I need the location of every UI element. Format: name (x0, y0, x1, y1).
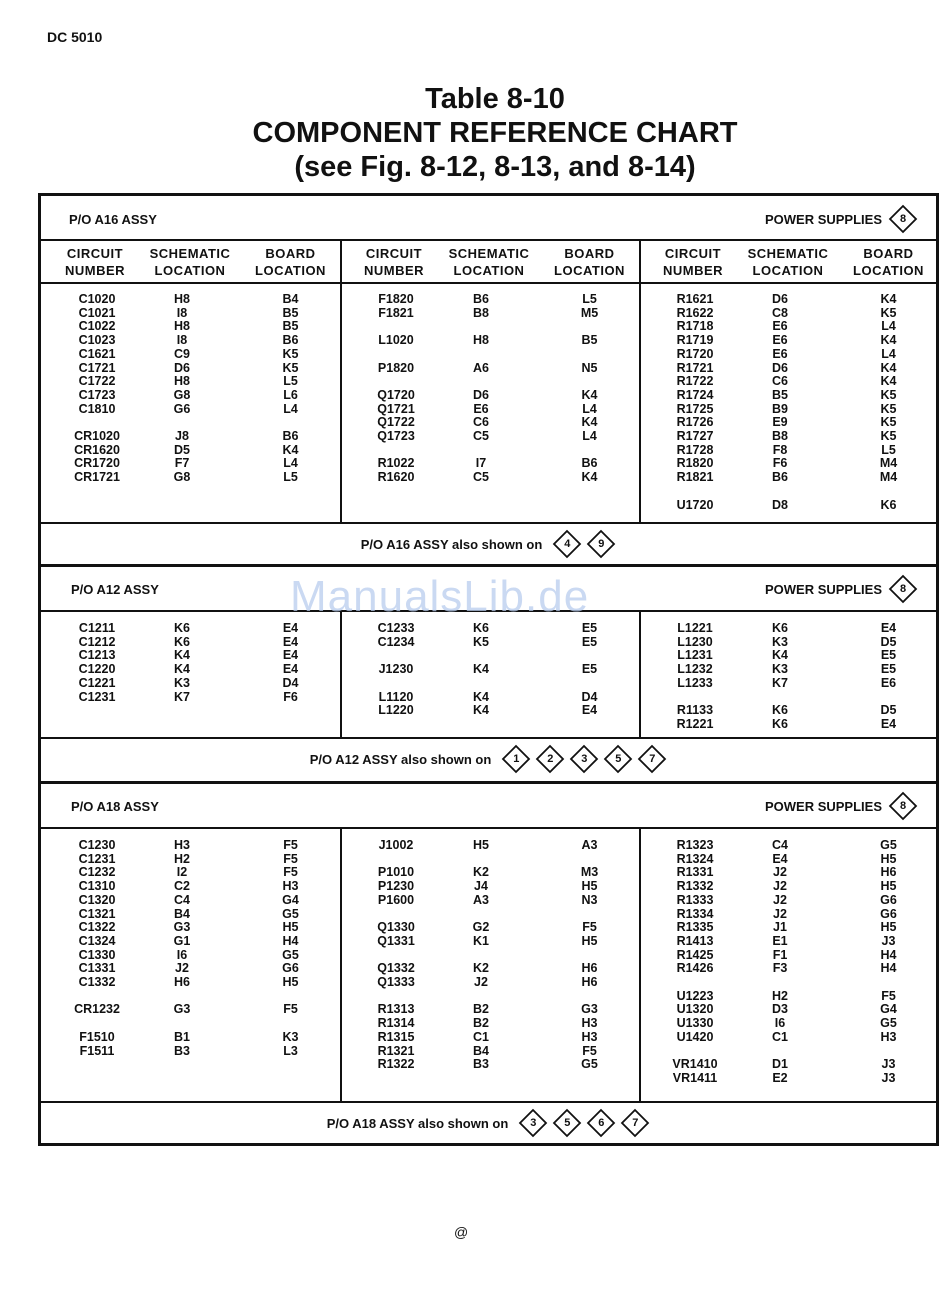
section-divider (41, 781, 936, 784)
column-divider (639, 239, 641, 522)
cell-circuit: F1820 F1821 L1020 P1820 Q1720 Q1721 Q1722 Q1723 R1022 R1620 (377, 292, 415, 485)
also-shown-on (41, 1108, 936, 1138)
diagram-reference-icon: 3 (569, 744, 599, 774)
column-header-board: BOARD LOCATION (255, 246, 326, 278)
diagram-title-label: POWER SUPPLIES (764, 581, 882, 597)
diagram-reference-icon: 5 (552, 1108, 582, 1138)
cell-board: K4 K5 L4 K4 L4 K4 K4 K5 K5 K5 K5 L5 M4 M4 K6 (879, 292, 898, 512)
column-header-circuit: CIRCUIT NUMBER (662, 246, 724, 278)
assembly-name: P/O A12 ASSY (71, 582, 159, 597)
cell-board: G5 H5 H6 H5 G6 G6 H5 J3 H4 H4 F5 G4 G5 H3 J3 J3 (880, 838, 897, 1085)
column-header-schematic: SCHEMATIC LOCATION (448, 246, 530, 278)
cell-board: L5 M5 B5 N5 K4 L4 K4 L4 B6 K4 (580, 292, 599, 485)
diagram-reference-icon: 9 (586, 529, 616, 559)
table-title: COMPONENT REFERENCE CHART (252, 117, 738, 149)
also-shown-on-label: P/O A12 ASSY also shown on (309, 751, 492, 767)
component-reference-table (38, 193, 939, 1146)
column-divider (639, 610, 641, 737)
diagram-number-icon: 8 (888, 791, 918, 821)
cell-circuit: C1230 C1231 C1232 C1310 C1320 C1321 C1322 C1324 C1330 C1331 C1332 CR1232 F1510 F1511 (74, 838, 120, 1058)
diagram-reference-icon: 2 (535, 744, 565, 774)
cell-schematic: K6 K3 K4 K3 K7 K6 K6 (772, 621, 788, 731)
column-header-board: BOARD LOCATION (554, 246, 625, 278)
cell-schematic: C4 E4 J2 J2 J2 J2 J1 E1 F1 F3 H2 D3 I6 C1 D1 E2 (772, 838, 788, 1085)
diagram-reference-icon: 5 (603, 744, 633, 774)
table-number: Table 8-10 (425, 83, 565, 115)
column-header-schematic: SCHEMATIC LOCATION (747, 246, 829, 278)
cell-schematic: H8 I8 H8 I8 C9 D6 H8 G8 G6 J8 D5 F7 G8 (173, 292, 191, 485)
diagram-title-label: POWER SUPPLIES (764, 211, 882, 227)
diagram-title (765, 791, 918, 821)
cell-circuit: L1221 L1230 L1231 L1232 L1233 R1133 R1221 (676, 621, 714, 731)
diagram-reference-icon: 7 (620, 1108, 650, 1138)
document-id: DC 5010 (47, 29, 103, 45)
cell-circuit: C1233 C1234 J1230 L1120 L1220 (377, 621, 415, 718)
diagram-reference-icon: 4 (552, 529, 582, 559)
column-divider (340, 827, 342, 1101)
cell-board: F5 F5 F5 H3 G4 G5 H5 H4 G5 G6 H5 F5 K3 L3 (282, 838, 299, 1058)
diagram-title-label: POWER SUPPLIES (764, 798, 882, 814)
diagram-reference-icon: 6 (586, 1108, 616, 1138)
column-header-circuit: CIRCUIT NUMBER (64, 246, 126, 278)
diagram-reference-icon: 7 (637, 744, 667, 774)
cell-circuit: C1211 C1212 C1213 C1220 C1221 C1231 (78, 621, 116, 704)
footer-rule (41, 737, 936, 739)
column-header-schematic: SCHEMATIC LOCATION (149, 246, 231, 278)
footer-rule (41, 1101, 936, 1103)
header-rule (41, 827, 936, 829)
section-divider (41, 564, 936, 567)
also-shown-on-label: P/O A16 ASSY also shown on (360, 536, 543, 552)
cell-schematic: K6 K5 K4 K4 K4 (473, 621, 489, 718)
also-shown-on-label: P/O A18 ASSY also shown on (326, 1115, 509, 1131)
diagram-reference-icon: 1 (501, 744, 531, 774)
also-shown-on (41, 744, 936, 774)
cell-circuit: R1323 R1324 R1331 R1332 R1333 R1334 R1335 R1413 R1425 R1426 U1223 U1320 U1330 U1420 VR1410 VR1411 (672, 838, 718, 1085)
assembly-name: P/O A18 ASSY (71, 799, 159, 814)
cell-circuit: R1621 R1622 R1718 R1719 R1720 R1721 R1722 R1724 R1725 R1726 R1727 R1728 R1820 R1821 U1720 (676, 292, 714, 512)
cell-board: B4 B5 B5 B6 K5 K5 L5 L6 L4 B6 K4 L4 L5 (282, 292, 299, 485)
table-subtitle: (see Fig. 8-12, 8-13, and 8-14) (294, 151, 696, 183)
diagram-reference-icon: 3 (518, 1108, 548, 1138)
assembly-name: P/O A16 ASSY (69, 212, 157, 227)
diagram-title (765, 574, 918, 604)
column-header-circuit: CIRCUIT NUMBER (363, 246, 425, 278)
also-shown-on (41, 529, 936, 559)
column-header-board: BOARD LOCATION (853, 246, 924, 278)
watermark: ManualsLib.de (290, 572, 590, 621)
cell-board: A3 M3 H5 N3 F5 H5 H6 H6 G3 H3 H3 F5 G5 (580, 838, 599, 1072)
cell-schematic: K6 K6 K4 K4 K3 K7 (174, 621, 190, 704)
cell-board: E4 E4 E4 E4 D4 F6 (282, 621, 299, 704)
cell-board: E4 D5 E5 E5 E6 D5 E4 (880, 621, 897, 731)
diagram-title (765, 204, 918, 234)
cell-schematic: H3 H2 I2 C2 C4 B4 G3 G1 I6 J2 H6 G3 B1 B3 (173, 838, 191, 1058)
cell-board: E5 E5 E5 D4 E4 (581, 621, 598, 718)
column-divider (639, 827, 641, 1101)
column-divider (340, 610, 342, 737)
header-rule (41, 239, 936, 241)
header-rule (41, 282, 936, 284)
cell-circuit: C1020 C1021 C1022 C1023 C1621 C1721 C1722 C1723 C1810 CR1020 CR1620 CR1720 CR1721 (74, 292, 120, 485)
footer-rule (41, 522, 936, 524)
diagram-number-icon: 8 (888, 574, 918, 604)
column-divider (340, 239, 342, 522)
cell-schematic: H5 K2 J4 A3 G2 K1 K2 J2 B2 B2 C1 B4 B3 (472, 838, 490, 1072)
page-mark: @ (454, 1224, 469, 1240)
cell-schematic: D6 C8 E6 E6 E6 D6 C6 B5 B9 E9 B8 F8 F6 B6 D8 (772, 292, 788, 512)
cell-schematic: B6 B8 H8 A6 D6 E6 C6 C5 I7 C5 (473, 292, 489, 485)
cell-circuit: J1002 P1010 P1230 P1600 Q1330 Q1331 Q1332 Q1333 R1313 R1314 R1315 R1321 R1322 (377, 838, 415, 1072)
diagram-number-icon: 8 (888, 204, 918, 234)
